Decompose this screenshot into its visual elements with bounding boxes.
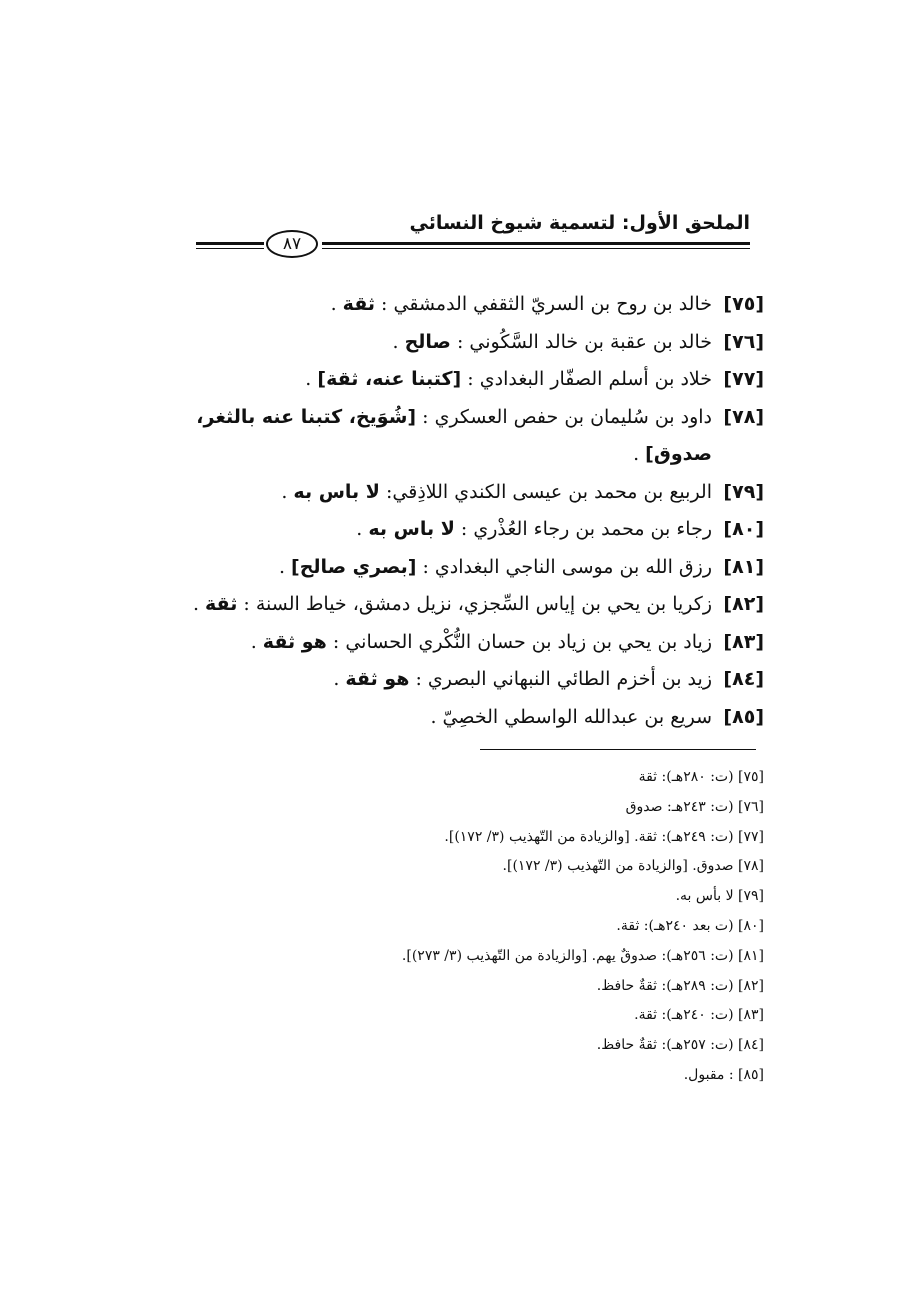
footnote: [٧٥] (ت: ٢٨٠هـ): ثقة [638,769,764,785]
entry-text: زياد بن يحي بن زياد بن حسان النُّكْري الحساني : هو ثقة . [250,630,712,653]
entry-text: داود بن سُليمان بن حفص العسكري : [شُوَيخ، كتبنا عنه بالثغر، صدوق] . [196,405,712,465]
header-rule [322,242,750,245]
entry-verdict: ثقة [342,293,376,315]
entry-text: خالد بن عقبة بن خالد السَّكُوني : صالح . [392,330,712,353]
narrators-list [184,286,764,736]
footnote: [٧٩] لا بأس به. [675,888,764,905]
entry-verdict: هو ثقة [262,630,327,653]
footnote: [٨٠] (ت بعد ٢٤٠هـ): ثقة. [616,917,764,934]
entry-number: [٨٢] [723,593,764,615]
entry-number: [٨١] [723,555,764,578]
entry-text: زكريا بن يحي بن إياس السِّجزي، نزيل دمشق، خياط السنة : ثقة . [192,593,712,615]
footnote: [٨٣] (ت: ٢٤٠هـ): ثقة. [634,1007,764,1024]
entry-text: خلاد بن أسلم الصفّار البغدادي : [كتبنا عنه، ثقة] . [305,368,712,390]
list-item [184,399,764,474]
footnote: [٨٢] (ت: ٢٨٩هـ): ثقةٌ حافظ. [596,977,764,994]
entry-number: [٧٨] [723,405,764,428]
entry-verdict: [كتبنا عنه، ثقة] [317,368,462,390]
entry-verdict: صالح [404,330,451,353]
entry-number: [٧٩] [723,480,764,503]
header-rule-thin [322,248,750,249]
entry-number: [٨٥] [723,705,764,728]
footnote: [٧٨] صدوق. [والزيادة من التّهذيب (٣/ ١٧٢)]. [502,858,764,875]
list-item [184,624,764,662]
entry-text: رزق الله بن موسى الناجي البغدادي : [بصري صالح] . [278,555,712,578]
footnote: [٨٤] (ت: ٢٥٧هـ): ثقةٌ حافظ. [596,1037,764,1054]
entry-verdict: ثقة [205,593,238,615]
entry-text: الربيع بن محمد بن عيسى الكندي اللاذِقي: لا باس به . [281,480,712,503]
entry-number: [٧٦] [723,330,764,353]
entry-number: [٨٣] [723,630,764,653]
page-number: ٨٧ [266,230,318,258]
header-rule-left-thin [196,248,264,249]
footnote: [٧٧] (ت: ٢٤٩هـ): ثقة. [والزيادة من التّهذيب (٣/ ١٧٢)]. [444,828,764,845]
list-item [184,286,764,324]
list-item [184,511,764,549]
list-item [184,661,764,699]
list-item [184,474,764,512]
entry-number: [٧٧] [723,368,764,390]
entry-verdict: لا باس به [293,480,380,503]
entry-text: خالد بن روح بن السريّ الثقفي الدمشقي : ثقة . [330,293,712,315]
entry-number: [٨٠] [723,518,764,540]
entry-verdict: هو ثقة [345,668,410,690]
footnote: [٧٦] (ت: ٢٤٣هـ: صدوق [625,798,764,815]
entry-verdict: [شُوَيخ، كتبنا عنه بالثغر، صدوق] [196,405,712,465]
entry-text: زيد بن أخزم الطائي النبهاني البصري : هو ثقة . [333,668,712,690]
header-rule-left [196,242,264,245]
list-item [184,549,764,587]
entry-text: رجاء بن محمد بن رجاء العُذْري : لا باس به . [356,518,712,540]
entry-verdict: لا باس به [368,518,455,540]
footnote: [٨١] (ت: ٢٥٦هـ): صدوقٌ يهم. [والزيادة من التّهذيب (٣/ ٢٧٣)]. [401,947,764,964]
list-item [184,699,764,737]
entry-text: سريع بن عبدالله الواسطي الخصِيّ . [430,705,712,728]
entry-number: [٧٥] [723,293,764,315]
entry-verdict: [بصري صالح] [291,555,417,578]
entry-number: [٨٤] [723,668,764,690]
footnote: [٨٥] : مقبول. [683,1066,764,1083]
list-item [184,324,764,362]
running-header-title: الملحق الأول: لتسمية شيوخ النسائي [409,212,750,234]
list-item [184,361,764,399]
footnote-separator [480,749,756,750]
list-item [184,586,764,624]
footnotes [164,763,764,1091]
